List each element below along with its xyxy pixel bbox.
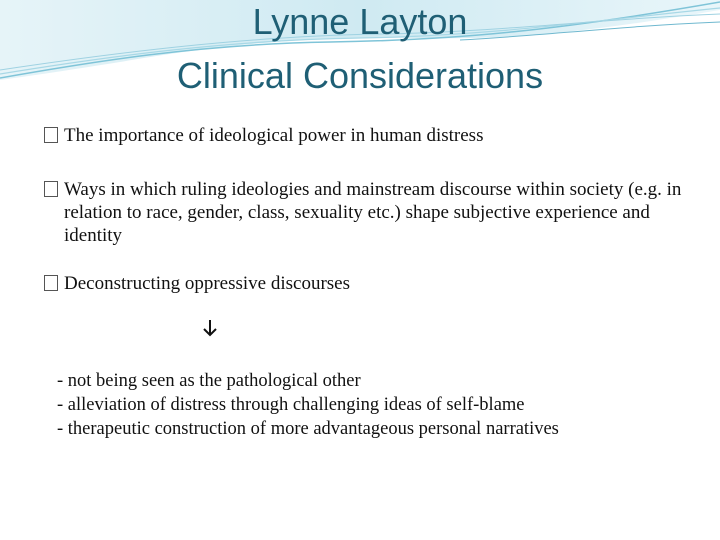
- slide-title-subject: Clinical Considerations: [176, 55, 544, 96]
- outcome-item: - not being seen as the pathological other: [57, 371, 361, 391]
- bullet-item: [44, 124, 684, 147]
- bullet-text: Deconstructing oppressive discourses: [64, 273, 350, 294]
- bullet-text: The importance of ideological power in human distress: [64, 125, 484, 146]
- arrow-down-icon: [200, 318, 220, 338]
- bullet-square-icon: [44, 275, 58, 291]
- bullet-square-icon: [44, 181, 58, 197]
- bullet-square-icon: [44, 127, 58, 143]
- slide-title-name: Lynne Layton: [252, 1, 468, 42]
- bullet-item: [44, 272, 684, 295]
- bullet-text: Ways in which ruling ideologies and mainstream discourse within society (e.g. in relation to race, gender, class, sexuality etc.) shape subjective experience and identity: [64, 179, 682, 246]
- outcome-item: - alleviation of distress through challenging ideas of self-blame: [57, 395, 525, 415]
- outcome-item: - therapeutic construction of more advantageous personal narratives: [57, 419, 559, 439]
- bullet-item: [44, 178, 684, 247]
